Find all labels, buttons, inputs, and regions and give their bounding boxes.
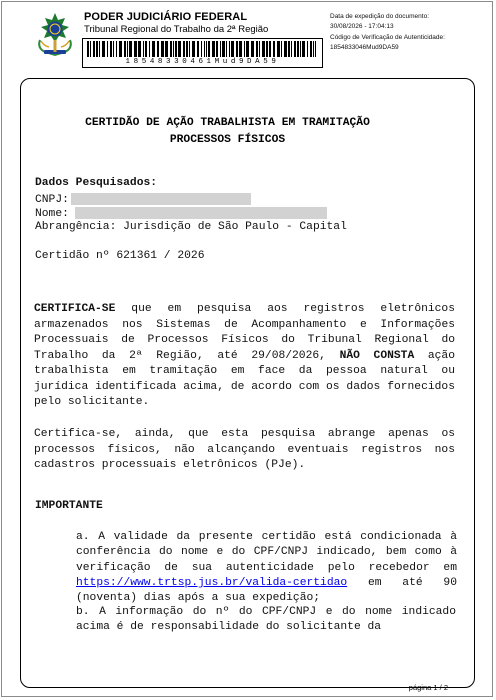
scope-paragraph: Certifica-se, ainda, que esta pesquisa abrange apenas os processos físicos, não alcançando eventuais registros nos cadastros processuais eletrônicos (PJe). [34,428,455,471]
barcode-bar [90,41,91,57]
barcode-bar [173,41,174,57]
verification-label: Código de Verificação de Autenticidade: [330,33,445,41]
barcode-bar [251,41,254,57]
certification-text-2: ação trabalhista em tramitação em face da pessoa natural ou jurídica identificada acima, de acordo com os dados fornecidos pelo solicitante. [34,349,455,408]
name-redacted [75,207,327,219]
title-line-1: CERTIDÃO DE AÇÃO TRABALHISTA EM TRAMITAÇÃO [85,117,370,129]
expedition-value: 30/08/2026 - 17:04:13 [330,23,394,31]
brazil-coat-of-arms-icon [33,10,77,58]
item-a-text-2: em até 90 (noventa) dias após a sua expedição; [76,576,457,605]
barcode-bar [288,41,290,57]
name-label: Nome: [35,207,69,220]
barcode-bar [266,41,268,57]
barcode-bar [186,41,188,57]
barcode-bar [302,41,305,57]
barcode-bar [222,41,225,57]
barcode-bar [96,41,98,57]
expedition-label: Data de expedição do documento: [330,13,430,20]
barcode-bar [165,41,168,57]
barcode-bar [143,41,144,57]
searched-data-heading: Dados Pesquisados: [35,177,158,189]
certification-paragraph [34,302,455,411]
barcode-bar [102,41,105,57]
barcode-bar [127,41,128,57]
important-item-a [76,530,457,606]
barcode-bar [244,41,245,57]
barcode-bar [206,41,207,57]
barcode-bar [87,41,89,57]
barcode-bar [204,41,205,57]
barcode-bar [231,41,234,57]
barcode-bar [170,41,172,57]
barcode-bar [197,41,199,57]
barcode-bar [119,41,122,57]
barcode-bar [189,41,190,57]
cnpj-redacted [71,193,251,205]
barcode-bar [307,41,308,57]
barcode-bar [152,41,155,57]
name-row [35,207,327,220]
certification-text-1: que em pesquisa aos registros eletrônicos armazenados nos Sistemas de Acompanhamento e Informações Processuais de Processos Físicos do Tribunal Regional do Trabalho da 2ª Região, até 29/08/2026, [34,303,455,362]
barcode-bar [183,41,185,57]
barcode-bar [220,41,221,57]
barcode-bars [87,41,320,57]
barcode-bar [107,41,108,57]
barcode-bar [216,41,218,57]
org-subtitle: Tribunal Regional do Trabalho da 2ª Região [84,24,269,35]
certifica-se-label: CERTIFICA-SE [34,303,116,315]
org-title: PODER JUDICIÁRIO FEDERAL [84,11,248,23]
barcode-bar [149,41,150,57]
barcode-bar [259,41,260,57]
barcode-bar [315,41,316,57]
barcode-bar [262,41,265,57]
document-metadata [330,12,445,54]
barcode-bar [145,41,147,57]
nao-consta-label: NÃO CONSTA [339,349,415,362]
cnpj-row [35,193,251,206]
barcode-bar [93,41,95,57]
barcode-bar [134,41,137,57]
barcode-bar [236,41,238,57]
barcode-bar [124,41,126,57]
barcode-bar [208,41,210,57]
item-a-text-1: a. A validade da presente certidão está condicionada à conferência do nome e do CPF/CNPJ indicado, bem como à verificação de sua autenticidade pelo recebedor em [76,531,457,574]
barcode-bar [226,41,227,57]
barcode-bar [175,41,177,57]
barcode-bar [269,41,271,57]
page-number: página 1 / 2 [408,683,448,692]
barcode-bar [212,41,215,57]
barcode-bar [297,41,299,57]
barcode-bar [300,41,301,57]
barcode-bar [110,41,112,57]
barcode-bar [313,41,314,57]
barcode-bar [129,41,132,57]
scope-line: Abrangência: Jurisdição de São Paulo - Capital [35,221,347,233]
title-line-2: PROCESSOS FÍSICOS [169,134,286,146]
certificate-number: Certidão nº 621361 / 2026 [35,250,205,262]
important-heading: IMPORTANTE [35,500,103,512]
barcode-bar [157,41,159,57]
barcode-bar [178,41,181,57]
barcode-bar [246,41,249,57]
certificate-title [0,115,455,149]
barcode-bar [294,41,296,57]
verification-code: 1854833046Mud9DA59 [330,44,399,52]
barcode-bar [113,41,114,57]
barcode-bar [256,41,258,57]
barcode-bar [201,41,202,57]
barcode-bar [239,41,242,57]
barcode-bar [310,41,312,57]
barcode-bar [99,41,100,57]
cnpj-label: CNPJ: [35,193,69,206]
barcode-bar [277,41,280,57]
barcode-bar [281,41,282,57]
barcode-bar [291,41,292,57]
barcode-bar [138,41,141,57]
important-item-b: b. A informação do nº do CPF/CNPJ e do nome indicado acima é de responsabilidade do solicitante da [76,606,456,634]
barcode-bar [161,41,164,57]
validation-link[interactable]: https://www.trtsp.jus.br/valida-certidao [76,576,348,589]
barcode-bar [192,41,195,57]
barcode-bar [284,41,287,57]
barcode-bar [116,41,117,57]
barcode-bar [273,41,275,57]
barcode-digits: 18548330461Mud9DA59 [125,58,280,66]
barcode [82,38,323,68]
barcode-bar [229,41,230,57]
